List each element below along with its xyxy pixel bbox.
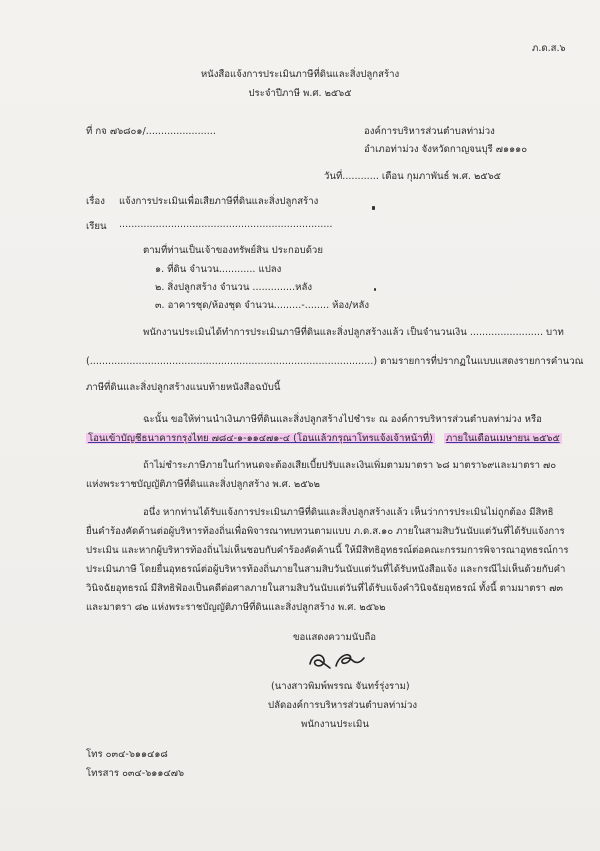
title-line-1: หนังสือแจ้งการประเมินภาษีที่ดินและสิ่งปลูกสร้าง (200, 69, 400, 80)
org-name: องค์การบริหารส่วนตำบลท่าม่วง (364, 126, 495, 137)
phone-number: โทร ๐๓๔-๖๑๑๔๑๘ (86, 749, 168, 760)
subject-label: เรื่อง (86, 196, 105, 207)
penalty-line-2: แห่งพระราชบัญญัติภาษีที่ดินและสิ่งปลูกสร้าง พ.ศ. ๒๕๖๒ (86, 479, 320, 490)
signature (304, 646, 368, 676)
penalty-line-1: ถ้าไม่ชำระภาษีภายในกำหนดจะต้องเสียเบี้ยปรับและเงินเพิ่มตามมาตรา ๖๘ มาตรา๖๙และมาตรา ๗๐ (143, 460, 557, 471)
date-line: วันที่............ เดือน กุมภาพันธ์ พ.ศ. ๒๕๖๕ (324, 171, 501, 182)
deadline-highlight: ภายในเดือนเมษายน ๒๕๖๕ (445, 433, 560, 444)
asset-item-land: ๑. ที่ดิน จำนวน............ แปลง (155, 264, 282, 275)
appeal-line-4: ประเมินภาษี โดยยื่นอุทธรณ์ต่อผู้บริหารท้องถิ่นภายในสามสิบวันนับแต่วันที่ได้รับหนังสือแจ้ง และกรณีไม่เห็นด้วยกับคำ (86, 564, 566, 575)
signer-role: พนักงานประเมิน (301, 719, 369, 730)
reference-number: ที่ กจ ๗๖๘๐๑/....................... (86, 126, 216, 137)
appeal-line-5: วินิจฉัยอุทธรณ์ มีสิทธิฟ้องเป็นคดีต่อศาลภายในสามสิบวันนับแต่วันที่ได้รับแจ้งคำวินิจฉัยอุทธรณ์ ทั้งนี้ ตามมาตรา ๗๓ (86, 583, 563, 594)
assessment-line-1: พนักงานประเมินได้ทำการประเมินภาษีที่ดินและสิ่งปลูกสร้างแล้ว เป็นจำนวนเงิน ........................ บาท (143, 327, 564, 338)
ink-mark (374, 288, 376, 291)
org-address: อำเภอท่าม่วง จังหวัดกาญจนบุรี ๗๑๑๑๐ (364, 144, 528, 155)
assessment-line-3: ภาษีที่ดินและสิ่งปลูกสร้างแนบท้ายหนังสือฉบับนี้ (86, 382, 281, 393)
asset-item-building: ๒. สิ่งปลูกสร้าง จำนวน ..............หลัง (155, 282, 313, 293)
payment-line-1: ฉะนั้น ขอให้ท่านนำเงินภาษีที่ดินและสิ่งปลูกสร้างไปชำระ ณ องค์การบริหารส่วนตำบลท่าม่วง หรือ (143, 414, 542, 425)
form-code: ภ.ด.ส.๖ (532, 43, 566, 54)
fax-number: โทรสาร ๐๓๔-๖๑๑๔๗๖ (86, 768, 185, 779)
appeal-line-2: ยื่นคำร้องคัดค้านต่อผู้บริหารท้องถิ่นเพื่อพิจารณาทบทวนตามแบบ ภ.ด.ส.๑๐ ภายในสามสิบวันนับแต่วันที่ได้รับแจ้งการ (86, 526, 565, 537)
appeal-line-6: และมาตรา ๘๒ แห่งพระราชบัญญัติภาษีที่ดินและสิ่งปลูกสร้าง พ.ศ. ๒๕๖๒ (86, 602, 386, 613)
closing-text: ขอแสดงความนับถือ (293, 632, 377, 643)
signer-position: ปลัดองค์การบริหารส่วนตำบลท่าม่วง (268, 700, 418, 711)
asset-item-condo: ๓. อาคารชุด/ห้องชุด จำนวน.........-........ ห้อง/หลัง (155, 300, 370, 311)
appeal-line-3: ประเมิน และหากผู้บริหารท้องถิ่นไม่เห็นชอบกับคำร้องคัดค้านนี้ ให้มีสิทธิอุทธรณ์ต่อคณะกรรมการพิจารณาอุทธรณ์การ (86, 545, 569, 556)
title-line-2: ประจำปีภาษี พ.ศ. ๒๕๖๕ (248, 88, 352, 99)
subject-text: แจ้งการประเมินเพื่อเสียภาษีที่ดินและสิ่งปลูกสร้าง (119, 196, 319, 207)
bank-account-highlight: โอนเข้าบัญชีธนาคารกรุงไทย ๗๘๔-๑-๑๑๔๗๑-๔ (โอนแล้วกรุณาโทรแจ้งเจ้าหน้าที่) (88, 433, 433, 444)
payment-line-2 (86, 431, 562, 446)
salutation-dots: ...................................................................... (119, 219, 333, 230)
ink-mark (372, 206, 375, 210)
signer-name: (นางสาวพิมพ์พรรณ จันทร์รุ่งราม) (271, 681, 410, 692)
assessment-line-2: (.............................................................................................) ตามรายการที่ปรากฏในแบบแสดงรายการคำนวณ (86, 356, 584, 367)
salutation-label: เรียน (86, 221, 107, 232)
appeal-line-1: อนึ่ง หากท่านได้รับแจ้งการประเมินภาษีที่ดินและสิ่งปลูกสร้างแล้ว เห็นว่าการประเมินไม่ถูกต้อง มีสิทธิ (143, 507, 554, 518)
assets-intro: ตามที่ท่านเป็นเจ้าของทรัพย์สิน ประกอบด้วย (143, 245, 323, 256)
